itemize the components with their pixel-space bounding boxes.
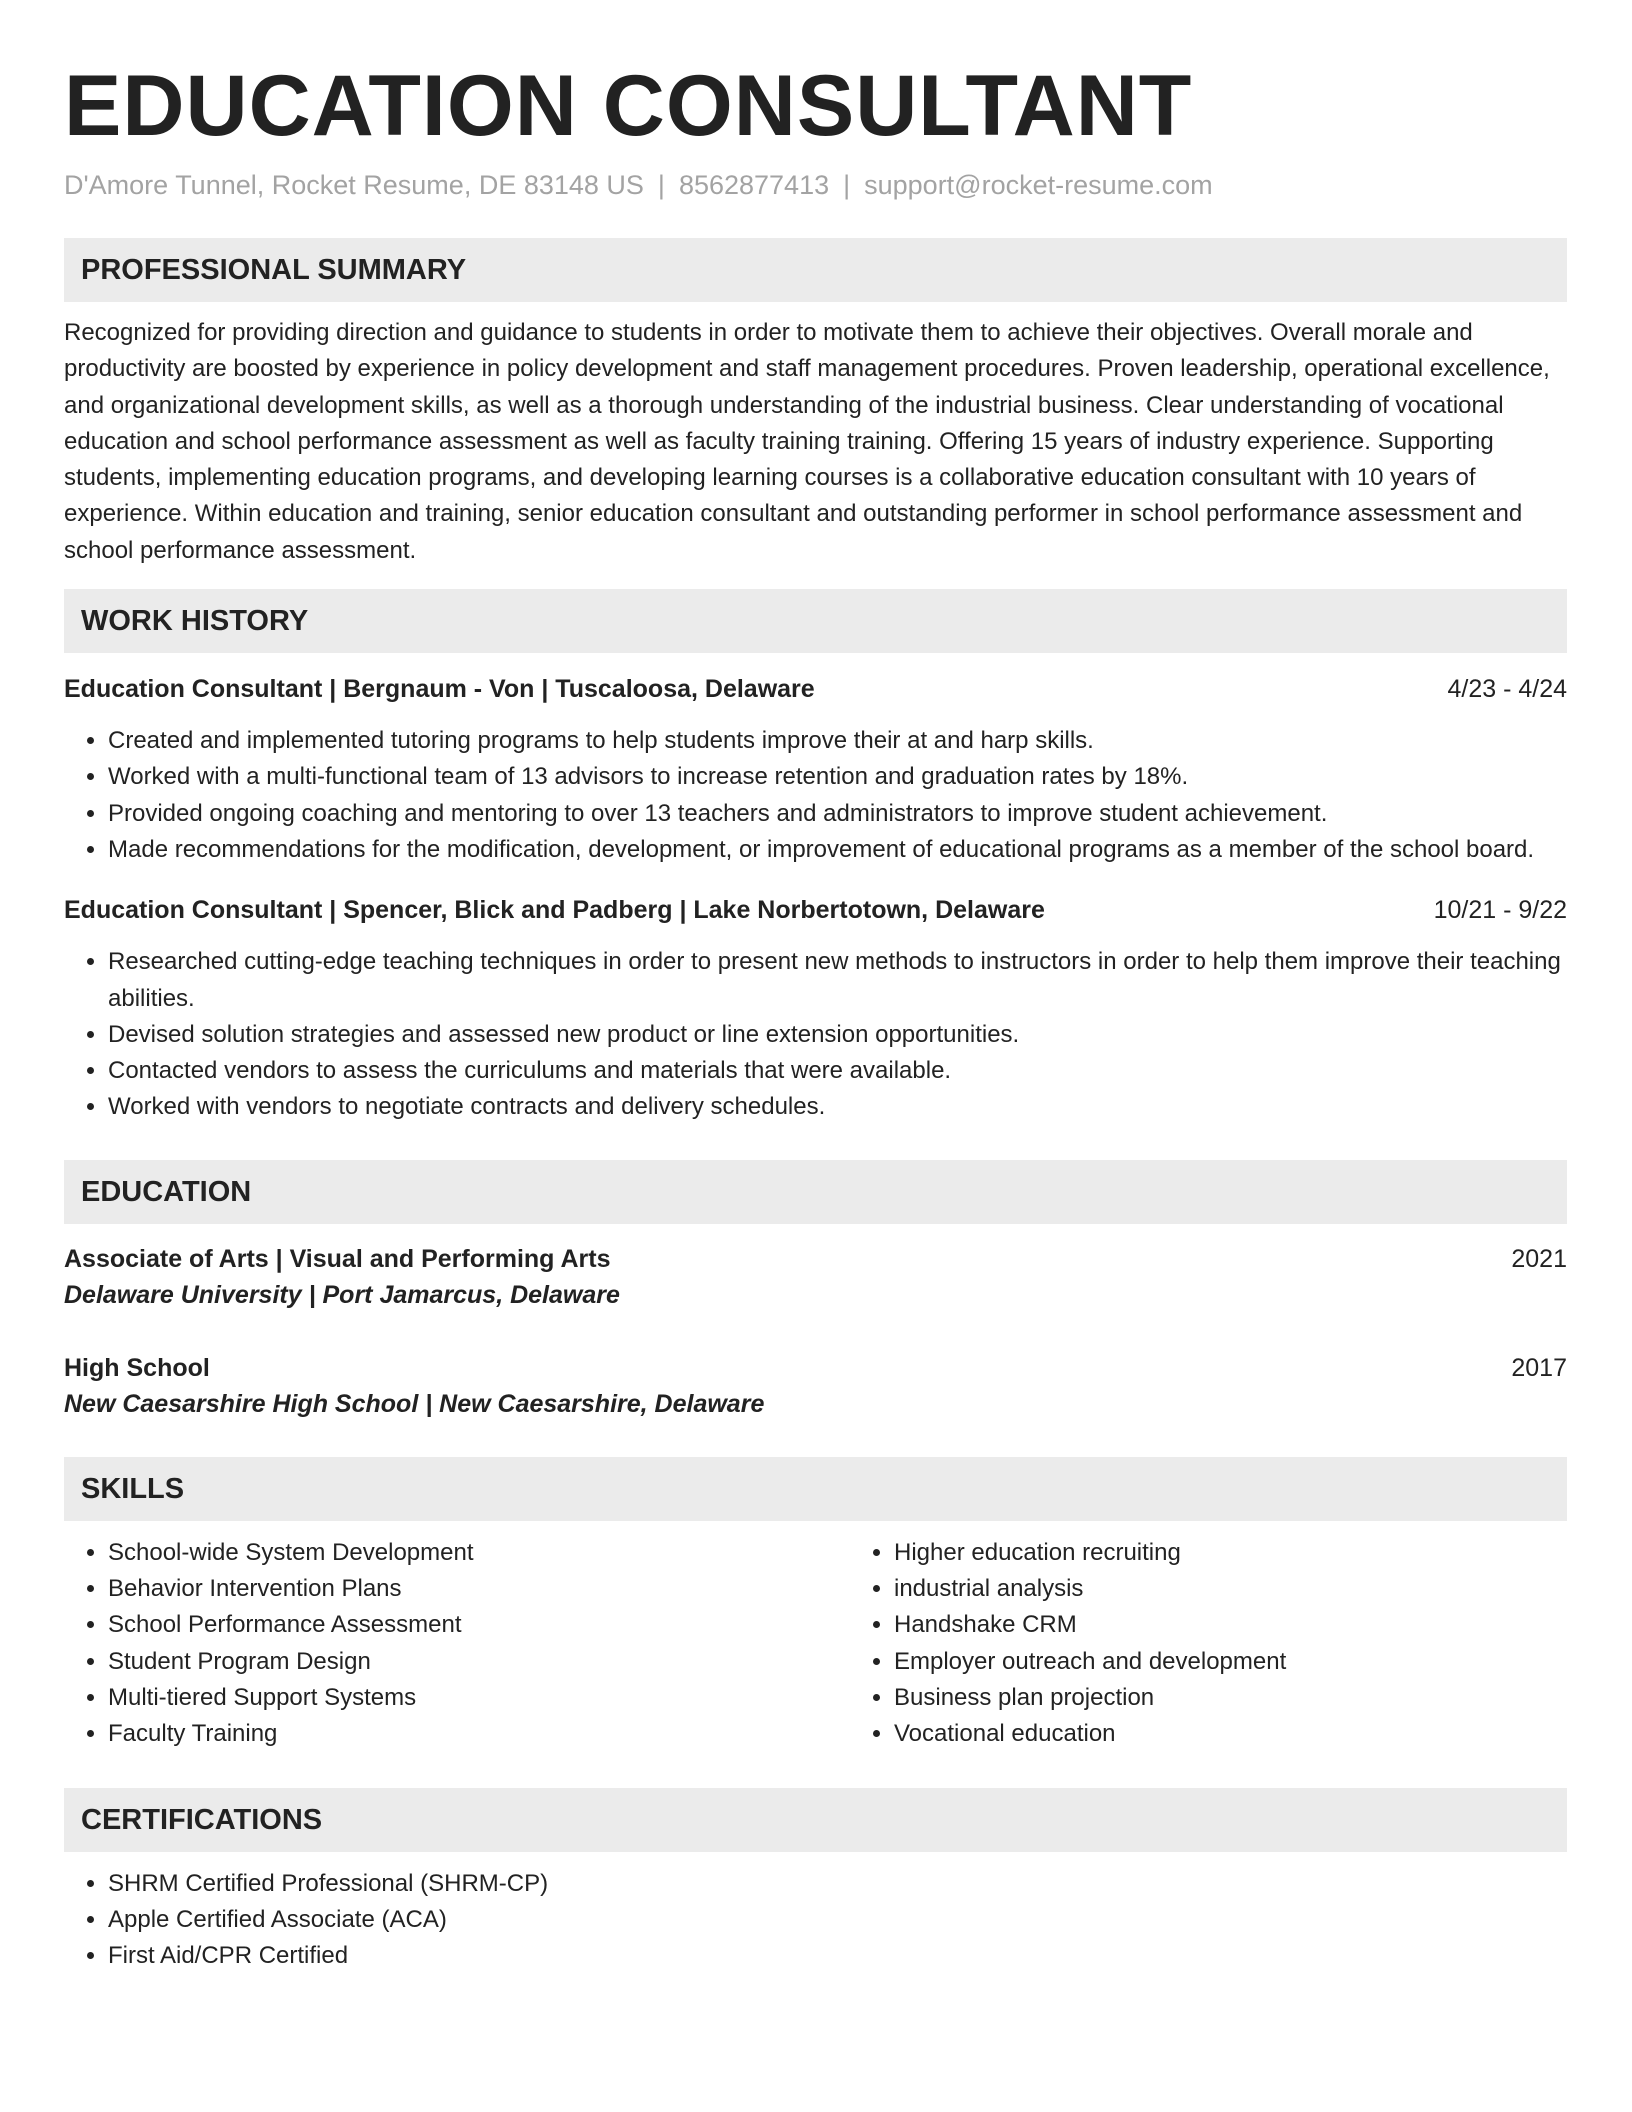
education-row	[64, 1350, 1567, 1386]
job-bullet: • Contacted vendors to assess the curriculums and materials that were available.	[108, 1053, 1567, 1089]
skill-item: • School Performance Assessment	[108, 1607, 850, 1643]
job-bullet: • Worked with vendors to negotiate contracts and delivery schedules.	[108, 1089, 1567, 1125]
section-heading-certifications: CERTIFICATIONS	[64, 1788, 1567, 1852]
job-entry	[64, 671, 1567, 868]
resume-title: EDUCATION CONSULTANT	[64, 58, 1193, 154]
job-dates: 4/23 - 4/24	[1447, 675, 1567, 704]
section-heading-skills: SKILLS	[64, 1457, 1567, 1521]
job-entry	[64, 892, 1567, 1125]
skill-item: • Handshake CRM	[894, 1607, 1632, 1643]
education-entry	[64, 1350, 1567, 1422]
skill-item: • industrial analysis	[894, 1571, 1632, 1607]
education-year: 2017	[1511, 1353, 1567, 1382]
contact-address: D'Amore Tunnel, Rocket Resume, DE 83148 US	[64, 170, 644, 200]
education-degree: Associate of Arts | Visual and Performing Arts	[64, 1244, 611, 1273]
skill-item: • Employer outreach and development	[894, 1644, 1632, 1680]
contact-separator: |	[657, 170, 665, 200]
certification-item: • First Aid/CPR Certified	[108, 1938, 1567, 1974]
skill-item: • Multi-tiered Support Systems	[108, 1680, 850, 1716]
skills-columns	[64, 1535, 1567, 1753]
resume-page	[64, 0, 1567, 1974]
skill-item: • Faculty Training	[108, 1716, 850, 1752]
education-entry	[64, 1241, 1567, 1313]
education-school: Delaware University | Port Jamarcus, Delaware	[64, 1280, 620, 1309]
section-heading-summary: PROFESSIONAL SUMMARY	[64, 238, 1567, 302]
education-row	[64, 1241, 1567, 1277]
skills-list-left	[64, 1535, 850, 1753]
contact-separator: |	[843, 170, 851, 200]
education-year: 2021	[1511, 1244, 1567, 1273]
skill-item: • Business plan projection	[894, 1680, 1632, 1716]
skill-item: • Student Program Design	[108, 1644, 850, 1680]
certification-item: • Apple Certified Associate (ACA)	[108, 1902, 1567, 1938]
job-bullet: • Made recommendations for the modification, development, or improvement of educational programs as a member of the school board.	[108, 832, 1567, 868]
job-dates: 10/21 - 9/22	[1433, 896, 1567, 925]
section-heading-education: EDUCATION	[64, 1160, 1567, 1224]
skill-item: • Vocational education	[894, 1716, 1632, 1752]
contact-phone[interactable]: 8562877413	[678, 170, 830, 200]
job-bullet: • Devised solution strategies and assessed new product or line extension opportunities.	[108, 1017, 1567, 1053]
job-bullet: • Created and implemented tutoring programs to help students improve their at and harp skills.	[108, 723, 1567, 759]
job-title: Education Consultant | Bergnaum - Von | Tuscaloosa, Delaware	[64, 675, 815, 704]
education-degree: High School	[64, 1353, 210, 1382]
contact-line	[64, 168, 1567, 202]
job-title-row	[64, 671, 1567, 707]
education-school: New Caesarshire High School | New Caesarshire, Delaware	[64, 1389, 765, 1418]
job-bullet: • Provided ongoing coaching and mentoring to over 13 teachers and administrators to improve student achievement.	[108, 796, 1567, 832]
certification-item: • SHRM Certified Professional (SHRM-CP)	[108, 1866, 1567, 1902]
skills-list-right	[850, 1535, 1632, 1753]
job-bullets	[64, 723, 1567, 868]
certifications-list	[64, 1866, 1567, 1975]
job-bullets	[64, 944, 1567, 1125]
job-title-row	[64, 892, 1567, 928]
summary-text: Recognized for providing direction and guidance to students in order to motivate them to achieve their objectives. Overall morale and productivity are boosted by experience in policy development and staff management procedures. Proven leadership, operational excellence, and organizational development skills, as well as a thorough understanding of the industrial business. Clear understanding of vocational education and school performance assessment as well as faculty training training. Offering 15 years of industry experience. Supporting students, implementing education programs, and developing learning courses is a collaborative education consultant with 10 years of experience. Within education and training, senior education consultant and outstanding performer in school performance assessment and school performance assessment.	[64, 319, 1550, 564]
section-heading-work-history: WORK HISTORY	[64, 589, 1567, 653]
job-title: Education Consultant | Spencer, Blick and Padberg | Lake Norbertotown, Delaware	[64, 896, 1045, 925]
job-bullet: • Researched cutting-edge teaching techniques in order to present new methods to instructors in order to help them improve their teaching abilities.	[108, 944, 1567, 1017]
contact-email[interactable]: support@rocket-resume.com	[864, 170, 1213, 200]
skill-item: • Behavior Intervention Plans	[108, 1571, 850, 1607]
skill-item: • School-wide System Development	[108, 1535, 850, 1571]
job-bullet: • Worked with a multi-functional team of 13 advisors to increase retention and graduation rates by 18%.	[108, 759, 1567, 795]
skill-item: • Higher education recruiting	[894, 1535, 1632, 1571]
